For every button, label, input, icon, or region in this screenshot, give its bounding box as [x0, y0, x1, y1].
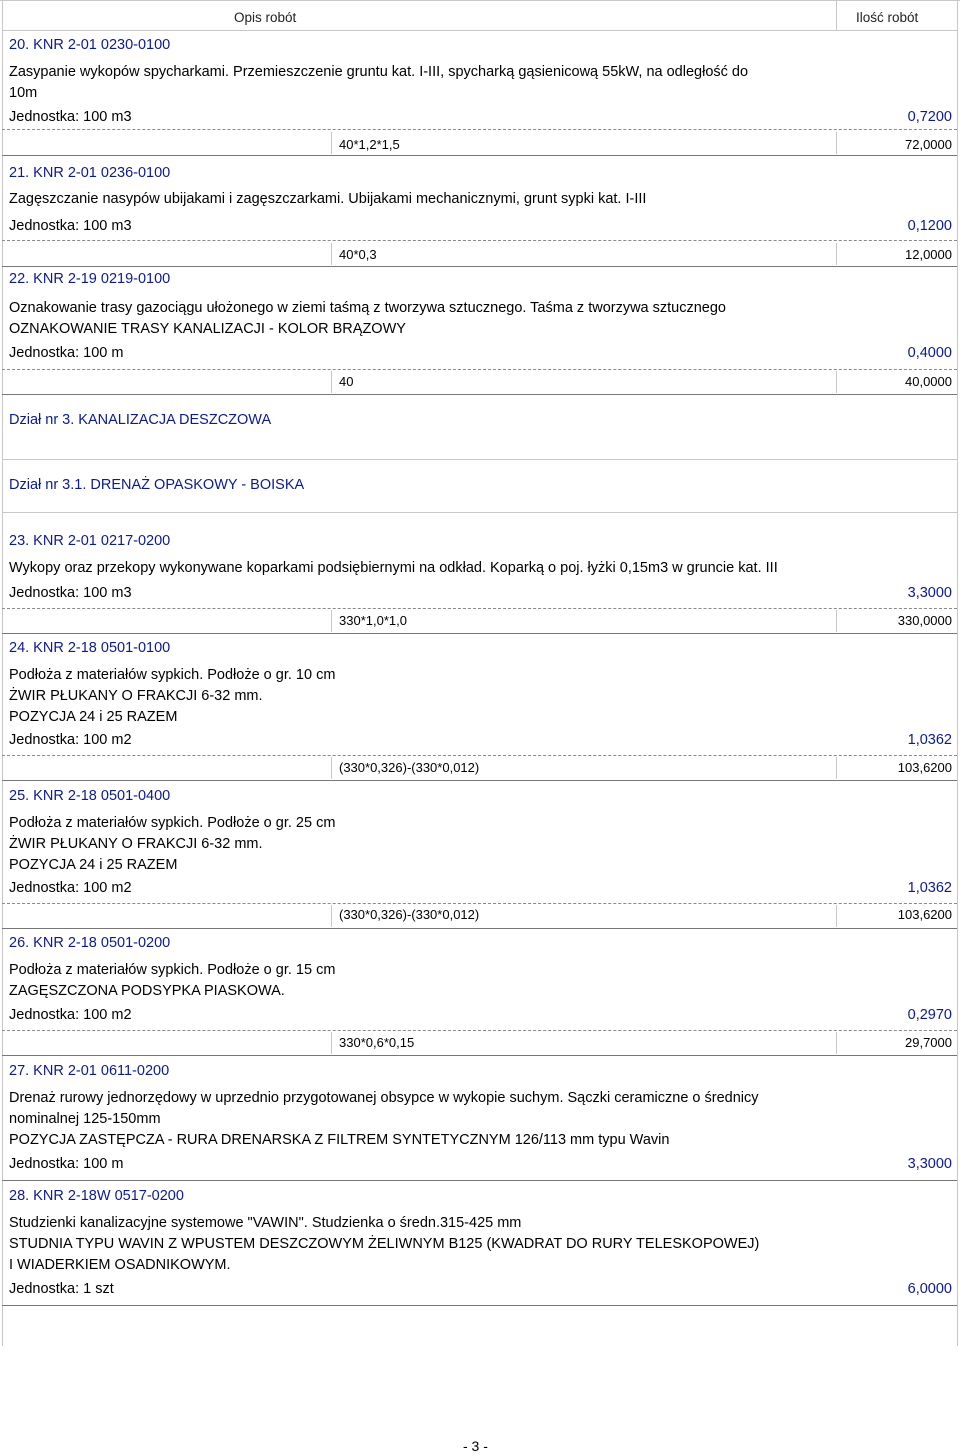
table-top-border [0, 0, 960, 1]
item-description: Zasypanie wykopów spycharkami. Przemieszczenie gruntu kat. I-III, spycharką gąsienicową 55kW, na odległość do [9, 64, 749, 80]
calc-divider [836, 905, 837, 927]
item-calculation: (330*0,326)-(330*0,012) [339, 907, 480, 922]
calc-divider [331, 905, 332, 927]
page-number: - 3 - [463, 1438, 488, 1454]
calc-divider [331, 243, 332, 265]
item-description: OZNAKOWANIE TRASY KANALIZACJI - KOLOR BRĄZOWY [9, 321, 406, 337]
item-calculation: 40*0,3 [339, 247, 377, 262]
item-title: 27. KNR 2-01 0611-0200 [9, 1063, 170, 1079]
item-unit: Jednostka: 100 m [9, 345, 124, 361]
unit-row-rule [2, 755, 957, 756]
calc-divider [836, 132, 837, 154]
section-divider [2, 459, 957, 460]
calc-row-rule [2, 1055, 957, 1056]
item-unit: Jednostka: 100 m3 [9, 218, 132, 234]
item-title: 23. KNR 2-01 0217-0200 [9, 533, 171, 549]
item-separator [2, 1180, 957, 1181]
item-unit: Jednostka: 100 m2 [9, 880, 132, 896]
table-left-border [2, 0, 3, 1346]
item-calculation-result: 12,0000 [905, 247, 952, 262]
item-quantity: 1,0362 [907, 732, 952, 748]
item-description: Podłoża z materiałów sypkich. Podłoże o gr. 25 cm [9, 815, 336, 831]
item-quantity: 0,7200 [907, 109, 952, 125]
item-calculation-result: 330,0000 [897, 613, 952, 628]
item-quantity: 0,4000 [907, 345, 952, 361]
item-title: 20. KNR 2-01 0230-0100 [9, 37, 171, 53]
item-calculation-result: 29,7000 [905, 1035, 952, 1050]
calc-divider [836, 610, 837, 632]
calc-divider [331, 371, 332, 393]
item-title: 24. KNR 2-18 0501-0100 [9, 640, 171, 656]
section-heading: Dział nr 3. KANALIZACJA DESZCZOWA [9, 412, 272, 428]
calc-divider [836, 1032, 837, 1054]
item-quantity: 0,1200 [907, 218, 952, 234]
item-quantity: 0,2970 [907, 1007, 952, 1023]
item-description: Podłoża z materiałów sypkich. Podłoże o gr. 15 cm [9, 962, 336, 978]
calc-row-rule [2, 394, 957, 395]
item-title: 25. KNR 2-18 0501-0400 [9, 788, 171, 804]
item-calculation-result: 103,6200 [897, 760, 952, 775]
calc-row-rule [2, 266, 957, 267]
item-description: ŻWIR PŁUKANY O FRAKCJI 6-32 mm. [9, 836, 263, 852]
item-calculation-result: 72,0000 [905, 137, 952, 152]
item-description: STUDNIA TYPU WAVIN Z WPUSTEM DESZCZOWYM ŻELIWNYM B125 (KWADRAT DO RURY TELESKOPOWEJ) [9, 1236, 760, 1252]
calc-row-rule [2, 633, 957, 634]
item-quantity: 1,0362 [907, 880, 952, 896]
column-header-description: Opis robót [234, 10, 297, 25]
item-description: Drenaż rurowy jednorzędowy w uprzednio przygotowanej obsypce w wykopie suchym. Sączki ceramiczne o średnicy [9, 1090, 759, 1106]
item-quantity: 3,3000 [907, 585, 952, 601]
item-unit: Jednostka: 100 m3 [9, 109, 132, 125]
section-divider [2, 512, 957, 513]
item-calculation-result: 103,6200 [897, 907, 952, 922]
item-title: 28. KNR 2-18W 0517-0200 [9, 1188, 184, 1204]
column-header-quantity: Ilość robót [856, 10, 919, 25]
unit-row-rule [2, 903, 957, 904]
item-description: POZYCJA ZASTĘPCZA - RURA DRENARSKA Z FILTREM SYNTETYCZNYM 126/113 mm typu Wavin [9, 1132, 670, 1148]
item-description: Oznakowanie trasy gazociągu ułożonego w ziemi taśmą z tworzywa sztucznego. Taśma z tworzywa sztucznego [9, 300, 726, 316]
item-description: nominalnej 125-150mm [9, 1111, 161, 1127]
item-unit: Jednostka: 1 szt [9, 1281, 114, 1297]
item-unit: Jednostka: 100 m3 [9, 585, 132, 601]
item-quantity: 6,0000 [907, 1281, 952, 1297]
item-description: Podłoża z materiałów sypkich. Podłoże o gr. 10 cm [9, 667, 336, 683]
unit-row-rule [2, 608, 957, 609]
unit-row-rule [2, 240, 957, 241]
calc-divider [836, 243, 837, 265]
item-unit: Jednostka: 100 m2 [9, 1007, 132, 1023]
item-quantity: 3,3000 [907, 1156, 952, 1172]
unit-row-rule [2, 369, 957, 370]
item-description: Zagęszczanie nasypów ubijakami i zagęszczarkami. Ubijakami mechanicznymi, grunt sypki kat. I-III [9, 191, 647, 207]
table-header-bottom [2, 30, 957, 31]
calc-divider [331, 132, 332, 154]
item-calculation: 330*1,0*1,0 [339, 613, 407, 628]
calc-row-rule [2, 928, 957, 929]
calc-row-rule [2, 780, 957, 781]
calc-divider [331, 1032, 332, 1054]
calc-divider [331, 610, 332, 632]
item-calculation: (330*0,326)-(330*0,012) [339, 760, 480, 775]
item-description: I WIADERKIEM OSADNIKOWYM. [9, 1257, 231, 1273]
item-description: Wykopy oraz przekopy wykonywane koparkami podsiębiernymi na odkład. Koparką o poj. łyżki 0,15m3 w gruncie kat. III [9, 560, 778, 576]
item-separator [2, 1305, 957, 1306]
item-title: 26. KNR 2-18 0501-0200 [9, 935, 171, 951]
item-calculation: 40*1,2*1,5 [339, 137, 400, 152]
item-title: 21. KNR 2-01 0236-0100 [9, 165, 171, 181]
table-right-border [957, 0, 958, 1346]
item-unit: Jednostka: 100 m2 [9, 732, 132, 748]
unit-row-rule [2, 1030, 957, 1031]
item-description: 10m [9, 85, 38, 101]
calc-divider [331, 757, 332, 779]
item-calculation: 40 [339, 374, 354, 389]
unit-row-rule [2, 129, 957, 130]
item-title: 22. KNR 2-19 0219-0100 [9, 271, 171, 287]
section-heading: Dział nr 3.1. DRENAŻ OPASKOWY - BOISKA [9, 477, 305, 493]
item-description: ZAGĘSZCZONA PODSYPKA PIASKOWA. [9, 983, 285, 999]
calc-divider [836, 757, 837, 779]
item-description: ŻWIR PŁUKANY O FRAKCJI 6-32 mm. [9, 688, 263, 704]
item-unit: Jednostka: 100 m [9, 1156, 124, 1172]
item-description: POZYCJA 24 i 25 RAZEM [9, 857, 178, 873]
calc-divider [836, 371, 837, 393]
item-calculation: 330*0,6*0,15 [339, 1035, 415, 1050]
item-calculation-result: 40,0000 [905, 374, 952, 389]
calc-row-rule [2, 155, 957, 156]
table-column-divider [836, 0, 837, 30]
item-description: POZYCJA 24 i 25 RAZEM [9, 709, 178, 725]
item-description: Studzienki kanalizacyjne systemowe "VAWIN". Studzienka o średn.315-425 mm [9, 1215, 522, 1231]
